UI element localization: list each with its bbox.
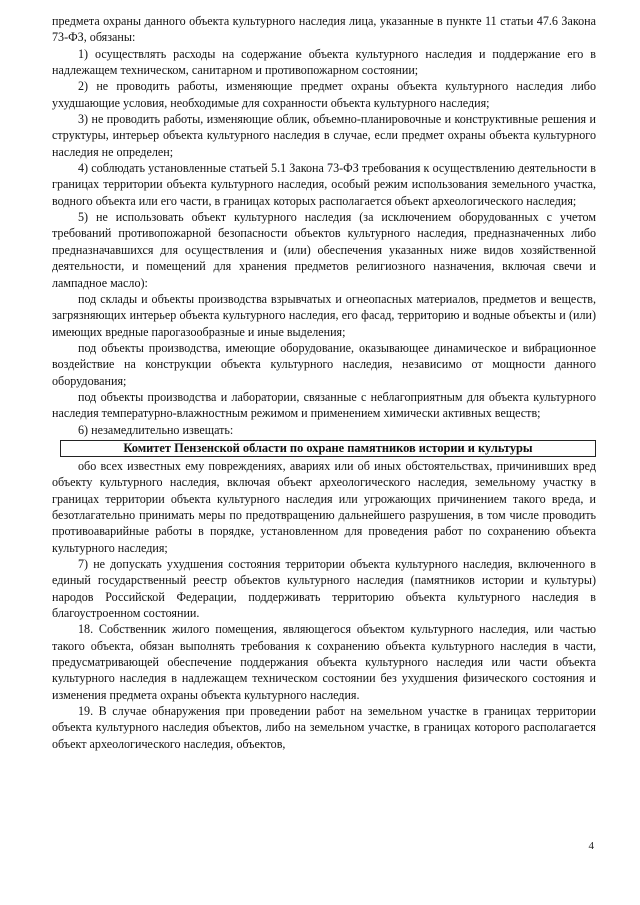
paragraphs-before-box [52, 13, 596, 438]
paragraph: 19. В случае обнаружения при проведении работ на земельном участке в границах территории объекта культурного наследия объектов, либо на земельном участке, в границах которого располагается объект археологического наследия, объектов, [52, 704, 596, 751]
paragraph: 6) незамедлительно извещать: [78, 422, 234, 437]
paragraphs-after-box [52, 458, 596, 752]
paragraph: 7) не допускать ухудшения состояния территории объекта культурного наследия, включенного в единый государственный реестр объектов культурного наследия (памятников истории и культуры) народов Российской Федерации, поддерживать территорию объекта культурного наследия в благоустроенном состоянии. [52, 557, 596, 621]
paragraph: обо всех известных ему повреждениях, авариях или об иных обстоятельствах, причинивших вред объекту культурного наследия, включая объект археологического наследия, земельному участку в границах территории объекта культурного наследия или угрожающих причинением такого вреда, и безотлагательно принимать меры по предотвращению дальнейшего разрушения, в том числе проводить противоаварийные работы в порядке, установленном для проведения работ по сохранению объекта культурного наследия; [52, 458, 596, 555]
page-number: 4 [588, 840, 594, 852]
paragraph: под склады и объекты производства взрывчатых и огнеопасных материалов, предметов и веществ, загрязняющих интерьер объекта культурного наследия, его фасад, территорию и водные объекты и (или) имеющих вредные парогазообразные и иные выделения; [52, 291, 596, 339]
paragraph: 4) соблюдать установленные статьей 5.1 Закона 73-ФЗ требования к осуществлению деятельности в границах территории объекта культурного наследия, особый режим использования земельного участка, водного объекта или его части, в границах которых располагается объект археологического наследия; [52, 161, 596, 208]
paragraph: 2) не проводить работы, изменяющие предмет охраны объекта культурного наследия либо ухудшающие условия, необходимые для сохранности объекта культурного наследия; [52, 79, 596, 110]
boxed-heading: Комитет Пензенской области по охране памятников истории и культуры [60, 440, 596, 457]
paragraph: 5) не использовать объект культурного наследия (за исключением оборудованных с учетом требований противопожарной безопасности объектов культурного наследия, предназначенных либо предназначавшихся для осуществления и (или) обеспечения указанных ниже видов хозяйственной деятельности, и помещений для хранения предметов религиозного назначения, включая свечи и лампадное масло): [52, 210, 596, 290]
paragraph: 1) осуществлять расходы на содержание объекта культурного наследия и поддержание его в надлежащем техническом, санитарном и противопожарном состоянии; [52, 46, 596, 78]
paragraph: под объекты производства и лаборатории, связанные с неблагоприятным для объекта культурного наследия температурно-влажностным режимом и применением химически активных веществ; [52, 389, 596, 421]
paragraph: предмета охраны данного объекта культурного наследия лица, указанные в пункте 11 статьи 47.6 Закона 73-ФЗ, обязаны: [52, 14, 596, 45]
paragraph: 3) не проводить работы, изменяющие облик, объемно-планировочные и конструктивные решения и структуры, интерьер объекта культурного наследия в случае, если предмет охраны объекта культурного наследия не определен; [52, 112, 596, 159]
paragraph: под объекты производства, имеющие оборудование, оказывающее динамическое и вибрационное воздействие на конструкции объекта культурного наследия, независимо от мощности данного оборудования; [52, 340, 596, 388]
document-page [52, 13, 596, 752]
paragraph: 18. Собственник жилого помещения, являющегося объектом культурного наследия, или частью такого объекта, обязан выполнять требования к сохранению объекта культурного наследия в части, предусматривающей обеспечение поддержания объекта культурного наследия или части объекта культурного наследия в надлежащем техническом состоянии без ухудшения физического состояния и изменения предмета охраны объекта культурного наследия. [52, 622, 596, 702]
